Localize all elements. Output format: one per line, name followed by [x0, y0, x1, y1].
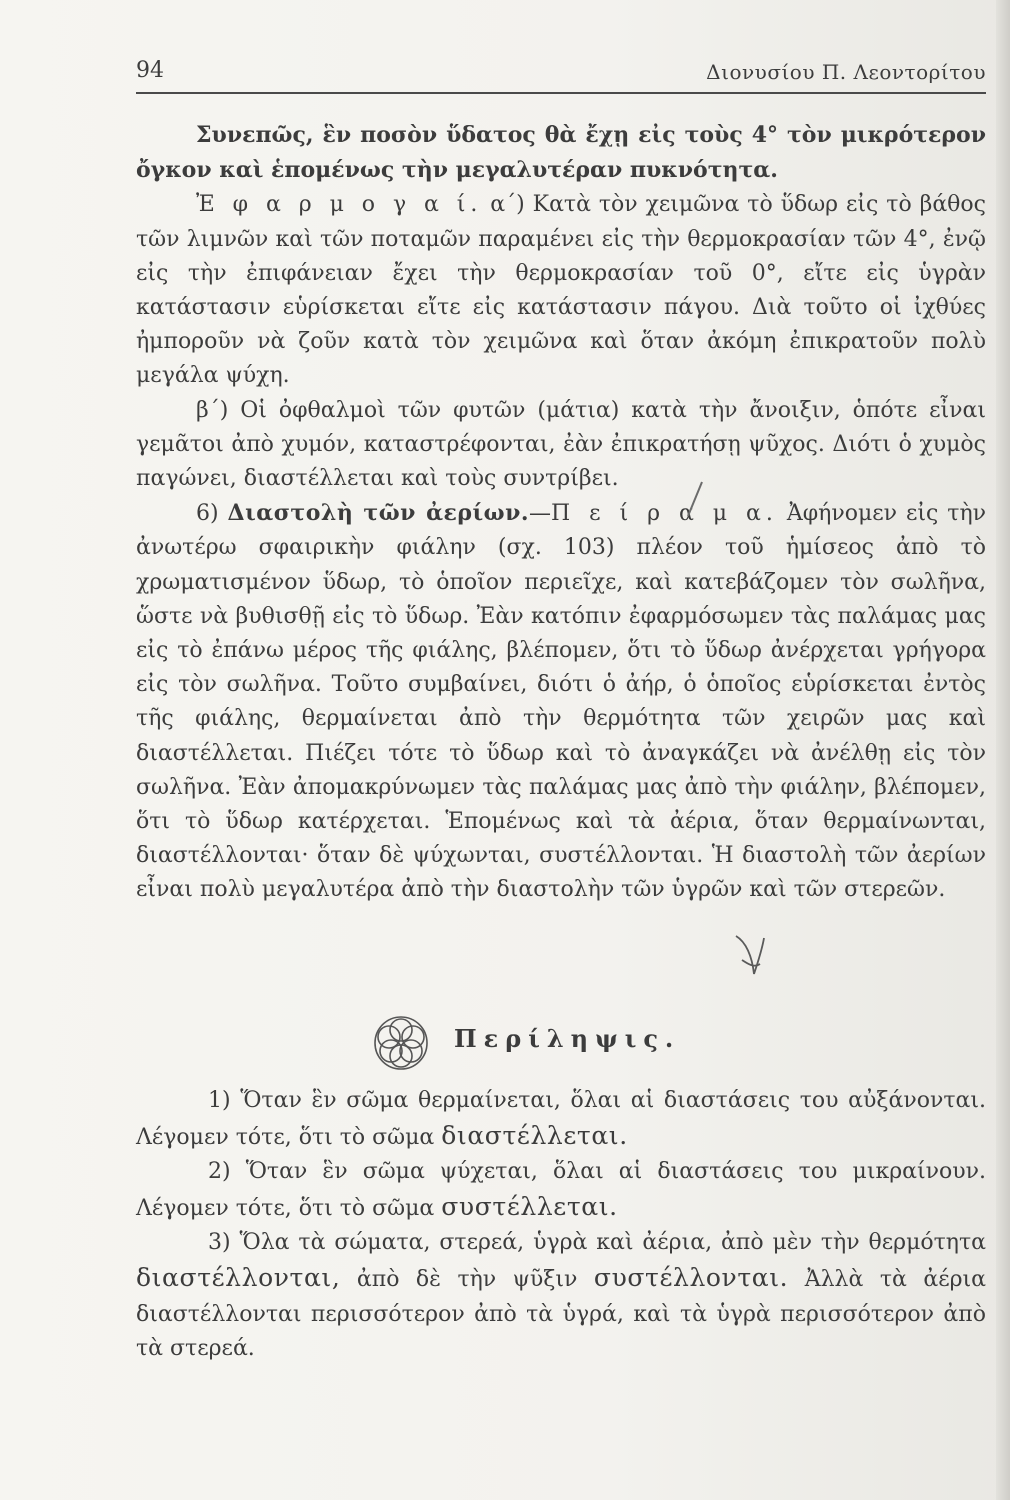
- rosette-ornament-icon: [370, 1012, 432, 1074]
- summary-item-3-text-b: ἀπὸ δὲ τὴν ψῦξιν: [340, 1266, 594, 1292]
- page-edge-shadow: [996, 0, 1010, 1500]
- summary-item-1: [136, 1084, 986, 1155]
- summary-item-1-term: διαστέλλεται.: [441, 1120, 628, 1150]
- experiment-text: Ἀφήνομεν εἰς τὴν ἀνωτέρω σφαιρικὴν φιάλην (σχ. 103) πλέον τοῦ ἡμίσεος ἀπὸ τὸ χρωματισμένον ὕδωρ, τὸ ὁποῖον περιεῖχε, καὶ κατεβάζομεν τὸν σωλῆνα, ὥστε νὰ βυθισθῇ εἰς τὸ ὕδωρ. Ἐὰν κατόπιν ἐφαρμόσωμεν τὰς παλάμας μας εἰς τὸ ἐπάνω μέρος τῆς φιάλης, βλέπομεν, ὅτι τὸ ὕδωρ ἀνέρχεται γρήγορα εἰς τὸν σωλῆνα. Τοῦτο συμβαίνει, διότι ὁ ἀήρ, ὁ ὁποῖος εὑρίσκεται ἐντὸς τῆς φιάλης, θερμαίνεται ἀπὸ τὴν θερμότητα τῶν χειρῶν μας καὶ διαστέλλεται. Πιέζει τότε τὸ ὕδωρ καὶ τὸ ἀναγκάζει νὰ ἀνέλθῃ εἰς τὸν σωλῆνα. Ἐὰν ἀπομακρύνωμεν τὰς παλάμας μας ἀπὸ τὴν φιάλην, βλέπομεν, ὅτι τὸ ὕδωρ κατέρχεται. Ἑπομένως καὶ τὰ ἀέρια, ὅταν θερμαίνωνται, διαστέλλονται· ὅταν δὲ ψύχωνται, συστέλλονται. Ἡ διαστολὴ τῶν ἀερίων εἶναι πολὺ μεγαλυτέρα ἀπὸ τὴν διαστολὴν τῶν ὑγρῶν καὶ τῶν στερεῶν.: [136, 501, 987, 903]
- paragraph-conclusion: [136, 118, 986, 188]
- pencil-mark-icon: [680, 480, 706, 520]
- experiment-label: Π ε ί ρ α μ α.: [551, 501, 778, 527]
- summary-list: [136, 1084, 986, 1367]
- summary-item-3: [136, 1226, 986, 1366]
- page-number: 94: [136, 58, 164, 83]
- applications-label: Ἐ φ α ρ μ ο γ α ί.: [196, 192, 483, 218]
- conclusion-text: Συνεπῶς, ἓν ποσὸν ὕδατος θὰ ἔχῃ εἰς τοὺς 4° τὸν μικρότερον ὄγκον καὶ ἑπομένως τὴν μεγαλυτέραν πυκνότητα.: [136, 122, 986, 184]
- plant-buds-text: β΄) Οἱ ὀφθαλμοὶ τῶν φυτῶν (μάτια) κατὰ τὴν ἄνοιξιν, ὁπότε εἶναι γεμᾶτοι ἀπὸ χυμόν, καταστρέφονται, ἐὰν ἐπικρατήσῃ ψῦχος. Διότι ὁ χυμὸς παγώνει, διαστέλλεται καὶ τοὺς συντρίβει.: [136, 397, 986, 492]
- pencil-scribble-icon: [732, 930, 768, 978]
- paragraph-gas-expansion: [136, 496, 986, 907]
- summary-title: Περίληψις.: [454, 1024, 681, 1053]
- section-number: 6): [196, 501, 228, 527]
- main-text: [136, 118, 986, 908]
- summary-item-3-term-b: συστέλλονται.: [593, 1262, 789, 1292]
- summary-item-3-text-c: Ἀλλὰ τὰ ἀέρια διαστέλλονται περισσότερον ἀπὸ τὰ ὑγρά, καὶ τὰ ὑγρὰ περισσότερον ἀπὸ τὰ στερεά.: [136, 1266, 987, 1362]
- page-header: [136, 52, 986, 94]
- summary-item-2-term: συστέλλεται.: [441, 1191, 618, 1221]
- section-heading: Διαστολὴ τῶν ἀερίων.: [227, 500, 530, 527]
- paragraph-applications: [136, 188, 986, 393]
- paragraph-plant-buds: [136, 394, 986, 497]
- heading-dash: —: [529, 501, 552, 527]
- summary-heading: [370, 1012, 730, 1072]
- summary-item-3-text-a: 3) Ὅλα τὰ σώματα, στερεά, ὑγρὰ καὶ ἀέρια, ἀπὸ μὲν τὴν θερμότητα: [208, 1230, 986, 1256]
- summary-item-2-text: 2) Ὅταν ἓν σῶμα ψύχεται, ὅλαι αἱ διαστάσεις του μικραίνουν. Λέγομεν τότε, ὅτι τὸ σῶμα: [136, 1159, 986, 1221]
- running-head: Διονυσίου Π. Λεοντορίτου: [706, 60, 986, 84]
- applications-text: α΄) Κατὰ τὸν χειμῶνα τὸ ὕδωρ εἰς τὸ βάθος τῶν λιμνῶν καὶ τῶν ποταμῶν παραμένει εἰς τὴν θερμοκρασίαν τῶν 4°, ἐνῷ εἰς τὴν ἐπιφάνειαν ἔχει τὴν θερμοκρασίαν τοῦ 0°, εἴτε εἰς ὑγρὰν κατάστασιν εὑρίσκεται εἴτε εἰς κατάστασιν πάγου. Διὰ τοῦτο οἱ ἰχθύες ἠμποροῦν νὰ ζοῦν κατὰ τὸν χειμῶνα καὶ ὅταν ἀκόμη ἐπικρατοῦν πολὺ μεγάλα ψύχη.: [136, 192, 986, 389]
- summary-item-1-text: 1) Ὅταν ἓν σῶμα θερμαίνεται, ὅλαι αἱ διαστάσεις του αὐξάνονται. Λέγομεν τότε, ὅτι τὸ σῶμα: [136, 1088, 986, 1150]
- summary-item-3-term-a: διαστέλλονται,: [136, 1262, 341, 1292]
- summary-item-2: [136, 1155, 986, 1226]
